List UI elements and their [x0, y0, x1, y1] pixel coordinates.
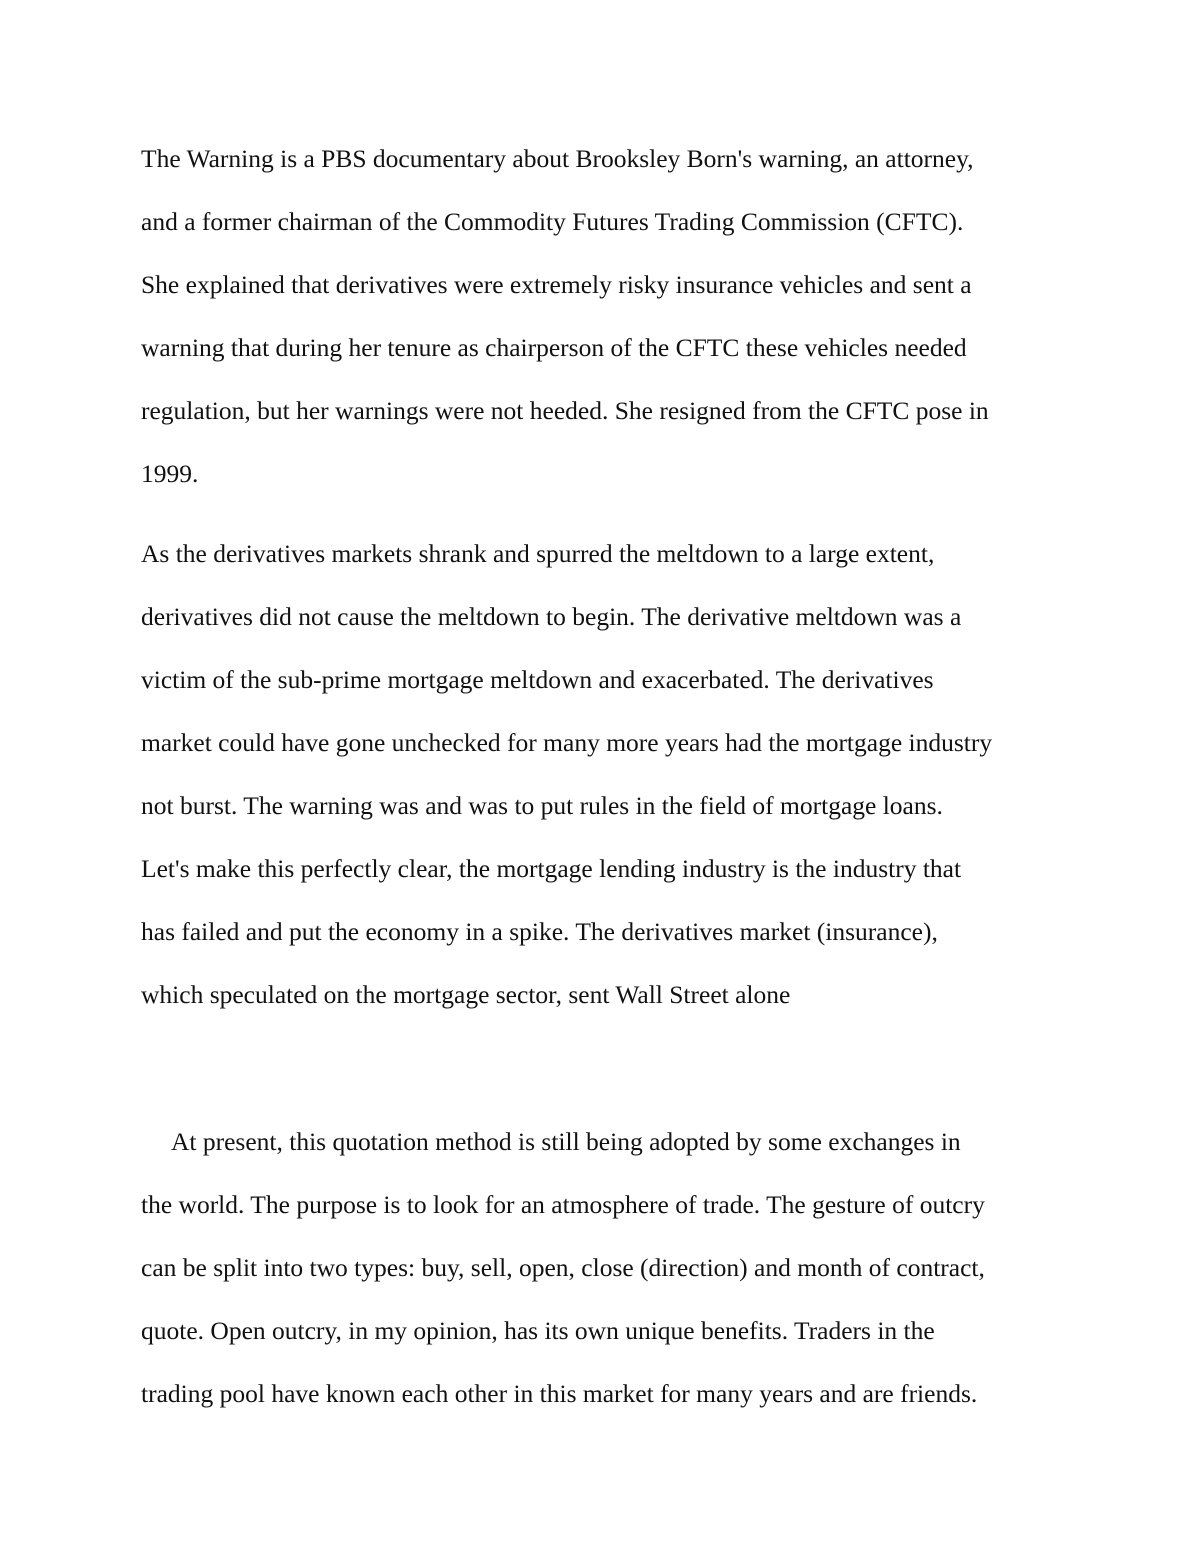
- paragraph-line: trading pool have known each other in this market for many years and are friends.: [141, 1379, 978, 1408]
- paragraph-line: The Warning is a PBS documentary about Brooksley Born's warning, an attorney,: [141, 144, 974, 173]
- paragraph-line: warning that during her tenure as chairperson of the CFTC these vehicles needed: [141, 333, 967, 362]
- paragraph-line: As the derivatives markets shrank and spurred the meltdown to a large extent,: [141, 539, 935, 568]
- paragraph-line: which speculated on the mortgage sector, sent Wall Street alone: [141, 980, 791, 1009]
- paragraph-line: quote. Open outcry, in my opinion, has its own unique benefits. Traders in the: [141, 1316, 935, 1345]
- paragraph-line: Let's make this perfectly clear, the mortgage lending industry is the industry that: [141, 854, 962, 883]
- paragraph-line: the world. The purpose is to look for an atmosphere of trade. The gesture of outcry: [141, 1190, 985, 1219]
- paragraph-line: regulation, but her warnings were not heeded. She resigned from the CFTC pose in: [141, 396, 989, 425]
- paragraph-line: She explained that derivatives were extremely risky insurance vehicles and sent a: [141, 270, 972, 299]
- paragraph-line: victim of the sub-prime mortgage meltdown and exacerbated. The derivatives: [141, 665, 934, 694]
- paragraph-line: At present, this quotation method is still being adopted by some exchanges in: [171, 1127, 961, 1156]
- paragraph-line: has failed and put the economy in a spike. The derivatives market (insurance),: [141, 917, 938, 946]
- paragraph-line: and a former chairman of the Commodity Futures Trading Commission (CFTC).: [141, 207, 964, 236]
- paragraph-line: market could have gone unchecked for many more years had the mortgage industry: [141, 728, 993, 757]
- paragraph-line: 1999.: [141, 459, 199, 488]
- paragraph-line: not burst. The warning was and was to put rules in the field of mortgage loans.: [141, 791, 943, 820]
- paragraph-line: can be split into two types: buy, sell, open, close (direction) and month of contract,: [141, 1253, 985, 1282]
- paragraph-line: derivatives did not cause the meltdown to begin. The derivative meltdown was a: [141, 602, 962, 631]
